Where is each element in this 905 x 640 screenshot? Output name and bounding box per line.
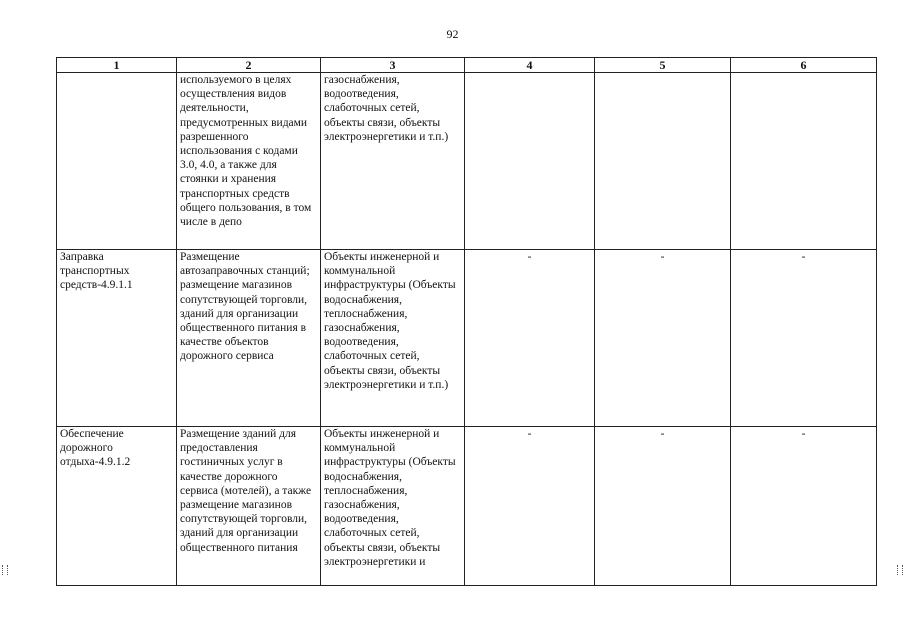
table-cell: Размещение автозаправочных станций; размещение магазинов сопутствующей торговли, зданий для организации общественного питания в качестве объектов дорожного сервиса <box>177 250 321 427</box>
column-header: 3 <box>321 58 465 73</box>
table-cell: Объекты инженерной и коммунальной инфраструктуры (Объекты водоснабжения, теплоснабжения, газоснабжения, водоотведения, слаботочных сетей, объекты связи, объекты электроэнергетики и <box>321 427 465 586</box>
table-row <box>57 427 877 586</box>
column-header: 4 <box>465 58 595 73</box>
table-cell: Размещение зданий для предоставления гостиничных услуг в качестве дорожного сервиса (мотелей), а также размещение магазинов сопутствующей торговли, зданий для организации общественного питания <box>177 427 321 586</box>
table-cell: газоснабжения, водоотведения, слаботочных сетей, объекты связи, объекты электроэнергетики и т.п.) <box>321 73 465 250</box>
table-row <box>57 73 877 250</box>
column-header: 5 <box>595 58 731 73</box>
table-row <box>57 250 877 427</box>
table-cell <box>57 73 177 250</box>
column-header: 6 <box>731 58 877 73</box>
table-cell <box>595 73 731 250</box>
page-number: 92 <box>446 27 459 41</box>
table-cell: - <box>595 427 731 586</box>
table-cell: используемого в целях осуществления видов деятельности, предусмотренных видами разрешенного использования с кодами 3.0, 4.0, а также для стоянки и хранения транспортных средств общего пользования, в том числе в депо <box>177 73 321 250</box>
table-cell: - <box>595 250 731 427</box>
table-cell <box>731 73 877 250</box>
land-use-table <box>56 57 877 586</box>
table-cell: - <box>731 427 877 586</box>
table-cell: - <box>731 250 877 427</box>
table-cell: - <box>465 250 595 427</box>
column-header: 2 <box>177 58 321 73</box>
scan-edge-mark-left <box>2 565 8 575</box>
column-header: 1 <box>57 58 177 73</box>
table-cell <box>465 73 595 250</box>
table-cell: Заправка транспортных средств-4.9.1.1 <box>57 250 177 427</box>
table-cell: Объекты инженерной и коммунальной инфраструктуры (Объекты водоснабжения, теплоснабжения, газоснабжения, водоотведения, слаботочных сетей, объекты связи, объекты электроэнергетики и т.п.) <box>321 250 465 427</box>
table-cell: Обеспечение дорожного отдыха-4.9.1.2 <box>57 427 177 586</box>
table-cell: - <box>465 427 595 586</box>
table-header-row <box>57 58 877 73</box>
scan-edge-mark-right <box>897 565 903 575</box>
